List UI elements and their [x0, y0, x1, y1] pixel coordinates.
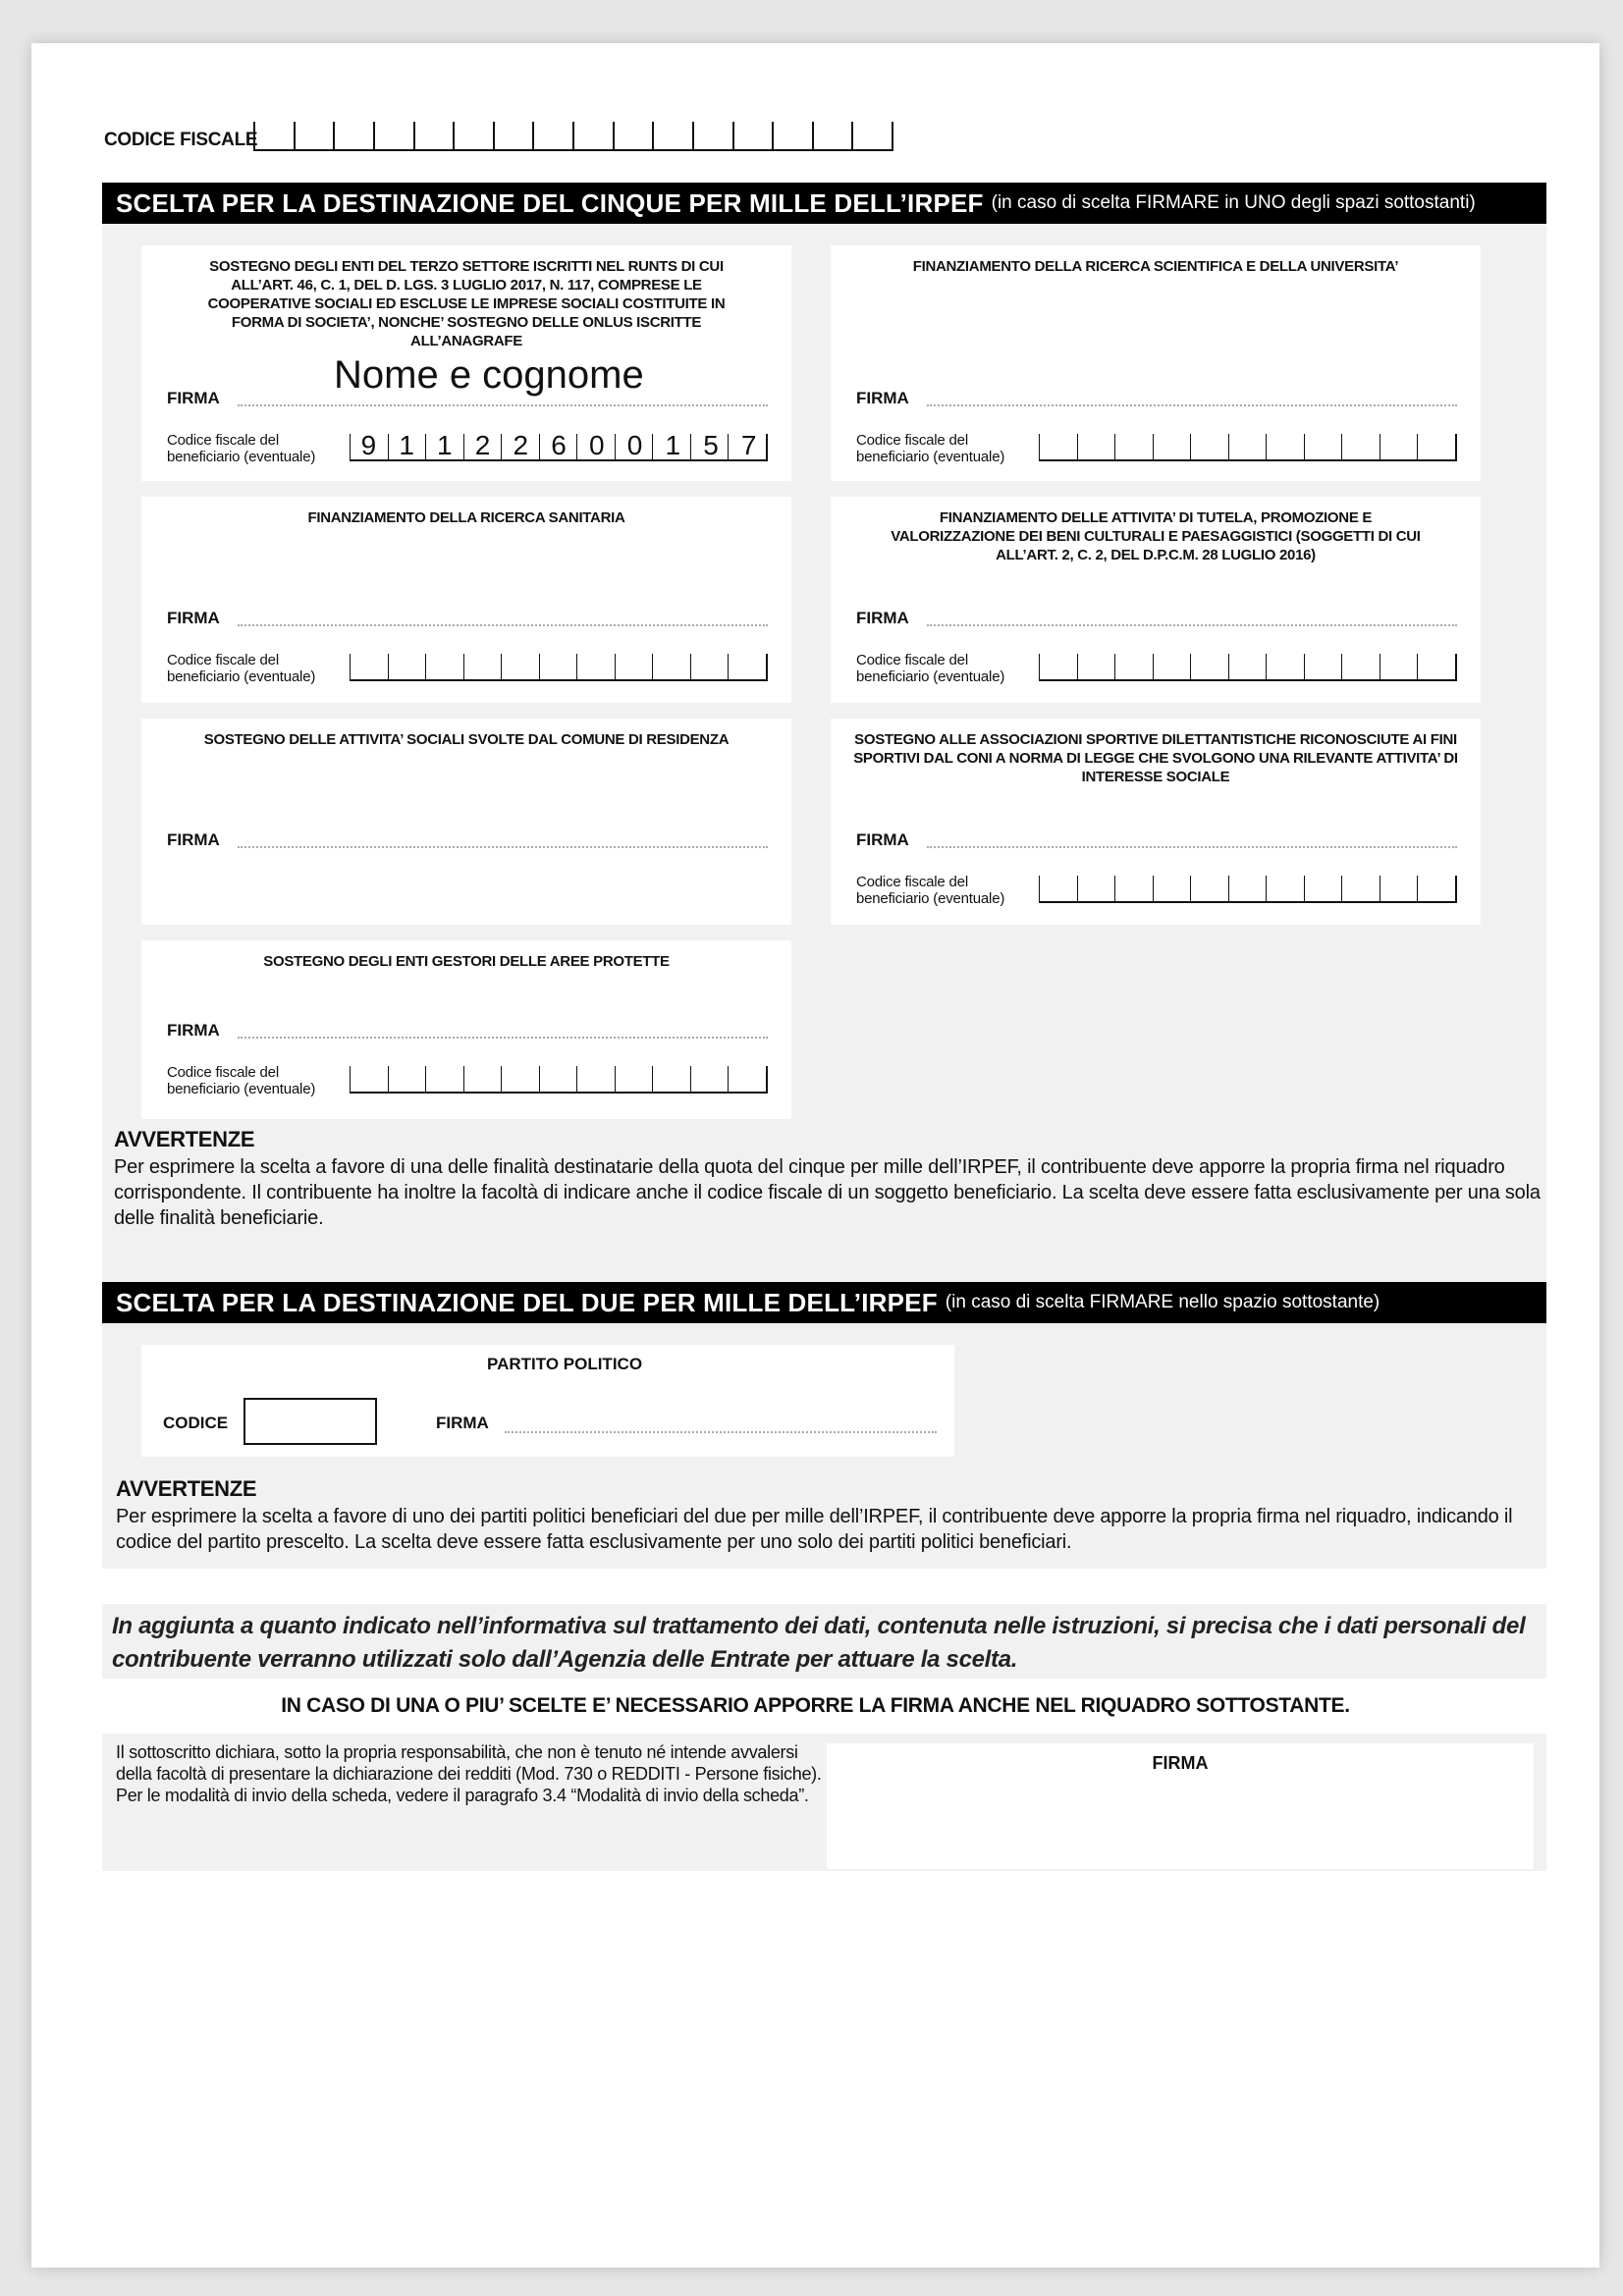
- box-title: FINANZIAMENTO DELLE ATTIVITA’ DI TUTELA, PROMOZIONE E VALORIZZAZIONE DEI BENI CULTURALI E PAESAGGISTICI (SOGGETTI DI CUI ALL’ART. 2, C. 2, DEL D.P.C.M. 28 LUGLIO 2016): [891, 509, 1421, 563]
- firma-line[interactable]: [238, 404, 768, 406]
- cf-beneficiario-input[interactable]: [350, 1066, 768, 1094]
- five-band-title: SCELTA PER LA DESTINAZIONE DEL CINQUE PER MILLE DELL’IRPEF: [116, 187, 984, 218]
- firma-line[interactable]: [238, 624, 768, 626]
- firma-label: FIRMA: [167, 389, 220, 407]
- box-title: SOSTEGNO ALLE ASSOCIAZIONI SPORTIVE DILETTANTISTICHE RICONOSCIUTE AI FINI SPORTIVI DAL CONI A NORMA DI LEGGE CHE SVOLGONO UNA RILEVANTE ATTIVITA’ DI INTERESSE SOCIALE: [853, 731, 1458, 785]
- box-ricerca-scientifica: [831, 245, 1481, 481]
- box-partito-politico: [141, 1345, 954, 1457]
- firma-line[interactable]: [238, 1037, 768, 1039]
- cf-beneficiario-label: Codice fiscale del beneficiario (eventuale): [856, 432, 1005, 465]
- cf-beneficiario-input[interactable]: [350, 654, 768, 681]
- firma-line[interactable]: [505, 1431, 937, 1433]
- cf-beneficiario-label: Codice fiscale del beneficiario (eventuale): [167, 432, 316, 465]
- firma-label: FIRMA: [856, 609, 909, 627]
- box-title: PARTITO POLITICO: [487, 1355, 643, 1373]
- box-terzo-settore: [141, 245, 791, 481]
- cf-beneficiario-input[interactable]: [1039, 434, 1457, 461]
- two-band-title: SCELTA PER LA DESTINAZIONE DEL DUE PER MILLE DELL’IRPEF: [116, 1287, 938, 1317]
- box-title: SOSTEGNO DEGLI ENTI GESTORI DELLE AREE PROTETTE: [263, 953, 670, 970]
- firma-label: FIRMA: [167, 1021, 220, 1040]
- firma-label: FIRMA: [167, 830, 220, 849]
- box-title: FINANZIAMENTO DELLA RICERCA SCIENTIFICA E DELLA UNIVERSITA’: [912, 258, 1399, 275]
- firma-label: FIRMA: [856, 389, 909, 407]
- filled-signature-name: Nome e cognome: [334, 353, 644, 397]
- cf-beneficiario-value: 9 1 1 2 2 6 0 0 1 5 7: [360, 430, 757, 460]
- two-warning-text: Per esprimere la scelta a favore di uno dei partiti politici beneficiari del due per mille dell’IRPEF, il contribuente deve apporre la propria firma nel riquadro, indicando il codice del partito prescelto. La scelta deve essere fatta esclusivamente per uno solo dei partiti politici beneficiari.: [116, 1506, 1513, 1553]
- five-band-note: (in caso di scelta FIRMARE in UNO degli spazi sottostanti): [991, 192, 1476, 213]
- firma-line[interactable]: [927, 624, 1457, 626]
- box-title: SOSTEGNO DELLE ATTIVITA’ SOCIALI SVOLTE DAL COMUNE DI RESIDENZA: [203, 731, 730, 748]
- codice-fiscale-label: CODICE FISCALE: [104, 130, 258, 150]
- codice-fiscale-input[interactable]: [253, 122, 893, 151]
- final-signature-box[interactable]: [827, 1743, 1534, 1869]
- box-title: FINANZIAMENTO DELLA RICERCA SANITARIA: [307, 509, 625, 526]
- firma-line[interactable]: [927, 404, 1457, 406]
- box-comune-residenza: [141, 719, 791, 925]
- two-band-note: (in caso di scelta FIRMARE nello spazio sottostante): [945, 1292, 1380, 1312]
- box-ricerca-sanitaria: [141, 497, 791, 703]
- two-warning-title: AVVERTENZE: [116, 1476, 257, 1501]
- notice-caps: IN CASO DI UNA O PIU’ SCELTE E’ NECESSARIO APPORRE LA FIRMA ANCHE NEL RIQUADRO SOTTOSTANTE.: [281, 1694, 1350, 1717]
- five-warning-text: Per esprimere la scelta a favore di una delle finalità destinatarie della quota del cinque per mille dell’IRPEF, il contribuente deve apporre la propria firma nel riquadro corrispondente. Il contribuente ha inoltre la facoltà di indicare anche il codice fiscale di un soggetto beneficiario. La scelta deve essere fatta esclusivamente per una sola delle finalità beneficiarie.: [114, 1156, 1541, 1229]
- form-page: [31, 43, 1599, 2268]
- privacy-text: In aggiunta a quanto indicato nell’informativa sul trattamento dei dati, contenuta nelle istruzioni, si precisa che i dati personali del contribuente verranno utilizzati solo dall’Agenzia delle Entrate per attuare la scelta.: [112, 1613, 1526, 1673]
- box-aree-protette: [141, 940, 791, 1119]
- firma-line[interactable]: [927, 846, 1457, 848]
- cf-beneficiario-label: Codice fiscale del beneficiario (eventuale): [167, 1064, 316, 1097]
- codice-partito-input[interactable]: [243, 1398, 377, 1445]
- two-per-mille-band: [102, 1282, 1546, 1323]
- five-warning-title: AVVERTENZE: [114, 1127, 255, 1151]
- firma-line[interactable]: [238, 846, 768, 848]
- box-associazioni-sportive: [831, 719, 1481, 925]
- cf-beneficiario-input[interactable]: [1039, 654, 1457, 681]
- codice-label: CODICE: [163, 1414, 229, 1432]
- cf-beneficiario-label: Codice fiscale del beneficiario (eventuale): [167, 652, 316, 685]
- box-beni-culturali: [831, 497, 1481, 703]
- cf-beneficiario-label: Codice fiscale del beneficiario (eventuale): [856, 652, 1005, 685]
- declaration-text: Il sottoscritto dichiara, sotto la propria responsabilità, che non è tenuto né intende avvalersi della facoltà di presentare la dichiarazione dei redditi (Mod. 730 o REDDITI - Persone fisiche). Per le modalità di invio della scheda, vedere il paragrafo 3.4 “Modalità di invio della scheda”.: [116, 1742, 822, 1805]
- cf-beneficiario-label: Codice fiscale del beneficiario (eventuale): [856, 874, 1005, 907]
- box-title: SOSTEGNO DEGLI ENTI DEL TERZO SETTORE ISCRITTI NEL RUNTS DI CUI ALL’ART. 46, C. 1, DEL D. LGS. 3 LUGLIO 2017, N. 117, COMPRESE LE COOPERATIVE SOCIALI ED ESCLUSE LE IMPRESE SOCIALI COSTITUITE IN FORMA DI SOCIETA’, NONCHE’ SOSTEGNO DELLE ONLUS ISCRITTE ALL’ANAGRAFE: [207, 258, 726, 349]
- firma-label: FIRMA: [1152, 1753, 1209, 1773]
- cf-beneficiario-input[interactable]: [1039, 876, 1457, 903]
- firma-label: FIRMA: [167, 609, 220, 627]
- firma-label: FIRMA: [436, 1414, 489, 1432]
- firma-label: FIRMA: [856, 830, 909, 849]
- five-per-mille-band: [102, 183, 1546, 224]
